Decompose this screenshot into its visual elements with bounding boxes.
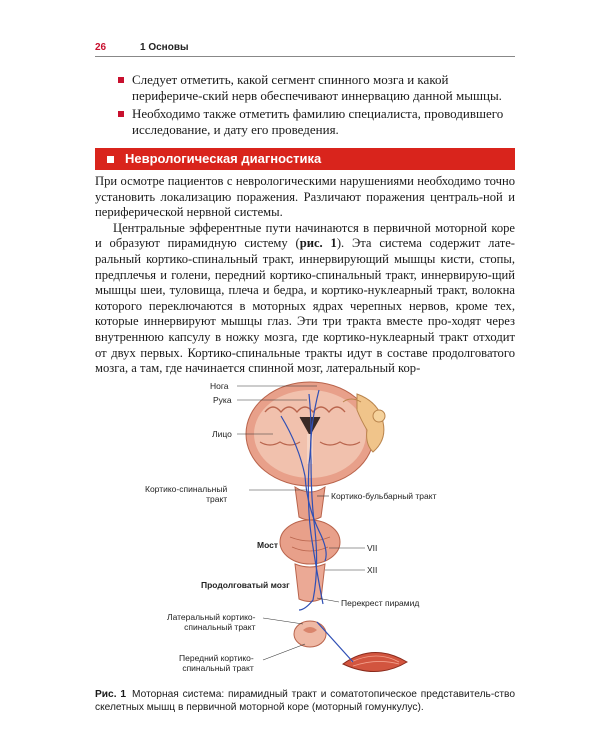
- bullet-square-icon: [118, 111, 124, 117]
- section-heading: [95, 148, 515, 170]
- label-anterior-tract: Передний кортико- спинальный тракт: [179, 653, 254, 673]
- section-title: Неврологическая диагностика: [125, 151, 322, 166]
- paragraph-text: Центральные эфферентные пути начинаются в первичной моторной коре и образуют пирамидную систему (: [95, 220, 515, 251]
- paragraph: [95, 221, 515, 377]
- label-pyramid-cross: Перекрест пирамид: [341, 598, 420, 608]
- bullet-list: [118, 72, 518, 140]
- label-medulla: Продолговатый мозг: [201, 580, 290, 590]
- label-cortico-spinal: Кортико-спинальный тракт: [145, 484, 228, 504]
- bullet-text: Необходимо также отметить фамилию специалиста, проводившего исследование, и дату его проведения.: [132, 106, 504, 137]
- label-nerve-xii: XII: [367, 565, 378, 575]
- figure-motor-system: [95, 372, 515, 682]
- label-lateral-tract: Латеральный кортико- спинальный тракт: [167, 612, 256, 632]
- chapter-title: 1 Основы: [140, 42, 189, 53]
- header-divider: [95, 56, 515, 57]
- caption-number: Рис. 1: [95, 689, 127, 700]
- pyramidal-tract-illustration: [95, 372, 515, 682]
- label-face: Лицо: [212, 429, 232, 439]
- label-leg: Нога: [210, 381, 229, 391]
- label-arm: Рука: [213, 395, 232, 405]
- bullet-square-icon: [118, 77, 124, 83]
- figure-reference[interactable]: рис. 1: [299, 236, 337, 251]
- heading-square-icon: [107, 156, 114, 163]
- body-text: [95, 174, 515, 377]
- label-pons: Мост: [257, 540, 279, 550]
- bullet-text: Следует отметить, какой сегмент спинного мозга и какой перифериче-ский нерв обеспечивают иннервацию данной мышцы.: [132, 72, 502, 103]
- caption-text: Моторная система: пирамидный тракт и соматотопическое представитель-ство скелетных мышц в первичной моторной коре (моторный гомункулус).: [95, 689, 515, 713]
- paragraph: При осмотре пациентов с неврологическими нарушениями необходимо точно установить локализацию поражения. Различают поражения централь-ной и периферической нервной системы.: [95, 174, 515, 220]
- running-header: [95, 38, 515, 56]
- list-item: [118, 106, 518, 138]
- list-item: [118, 72, 518, 104]
- spinal-cord-section: [294, 621, 326, 647]
- figure-caption: [95, 688, 515, 714]
- paragraph-text: ). Эта система содержит лате-ральный кортико-спинальный тракт, иннервирующий мышцы кисти, стопы, предплечья и голени, передний кортико-спинальный тракт, иннервирую-щий мышцы шеи, туловища, плеча и бедра, и кортико-нуклеарный тракт, волокна которого переключаются в моторных ядрах черепных нервов, кроме тех, которые иннервируют мышцы глаз. Эти три тракта вместе про-ходят через внутреннюю капсулу в ножку мозга, где кортико-нуклеарный тракт отходит от двух первых. Кортико-спинальные тракты идут в составе продолговатого мозга, а там, где начинается спинной мозг, латеральный кор-: [95, 236, 516, 376]
- page-number: 26: [95, 42, 107, 53]
- label-nerve-vii: VII: [367, 543, 378, 553]
- label-cortico-bulbar: Кортико-бульбарный тракт: [331, 491, 437, 501]
